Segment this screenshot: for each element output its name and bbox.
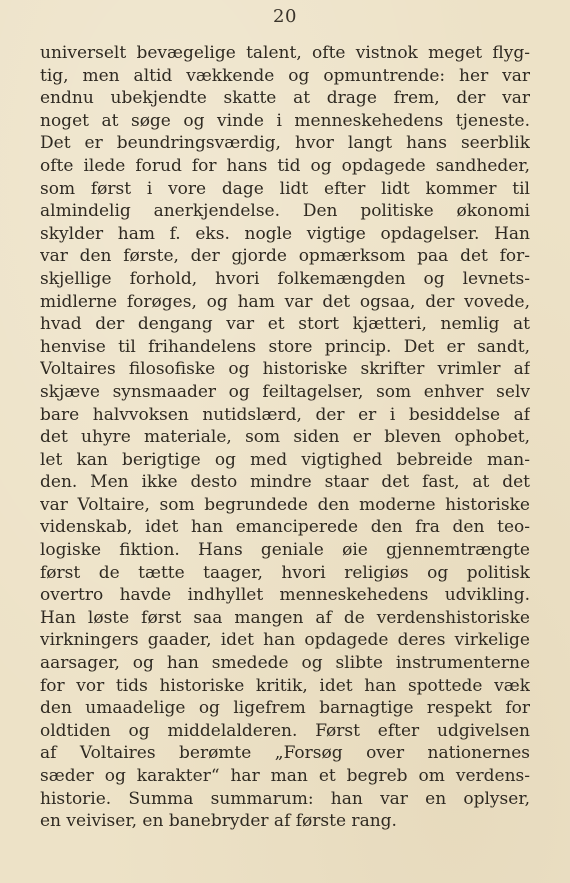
- text-line: skylder ham f. eks. nogle vigtige opdagelser. Han: [40, 223, 530, 244]
- text-line: Han løste først saa mangen af de verdenshistoriske: [40, 607, 530, 628]
- text-line: henvise til frihandelens store princip. Det er sandt,: [40, 336, 530, 357]
- text-line: skjæve synsmaader og feiltagelser, som enhver selv: [40, 381, 530, 402]
- text-line: Voltaires filosofiske og historiske skrifter vrimler af: [40, 359, 530, 380]
- text-line: var Voltaire, som begrundede den moderne historiske: [40, 494, 530, 515]
- text-line: for vor tids historiske kritik, idet han spottede væk: [40, 675, 530, 696]
- body-text: [40, 42, 530, 833]
- text-line: det uhyre materiale, som siden er bleven ophobet,: [40, 427, 530, 448]
- text-line: først de tætte taager, hvori religiøs og politisk: [40, 562, 530, 583]
- text-line: almindelig anerkjendelse. Den politiske økonomi: [40, 201, 530, 222]
- text-line: midlerne forøges, og ham var det ogsaa, der vovede,: [40, 291, 530, 312]
- text-line: virkningers gaader, idet han opdagede deres virkelige: [40, 630, 530, 651]
- text-line: bare halvvoksen nutidslærd, der er i besiddelse af: [40, 404, 530, 425]
- text-line: let kan berigtige og med vigtighed bebreide man-: [40, 449, 530, 470]
- page-number: 20: [273, 6, 297, 27]
- text-line: historie. Summa summarum: han var en oplyser,: [40, 788, 530, 809]
- text-line: oldtiden og middelalderen. Først efter udgivelsen: [40, 720, 530, 741]
- text-line: sæder og karakter“ har man et begreb om verdens-: [40, 766, 530, 786]
- text-line: logiske fiktion. Hans geniale øie gjennemtrængte: [40, 540, 530, 561]
- text-line: tig, men altid vækkende og opmuntrende: her var: [40, 65, 530, 86]
- text-line: den umaadelige og ligefrem barnagtige respekt for: [40, 698, 530, 719]
- text-line: videnskab, idet han emanciperede den fra den teo-: [40, 517, 530, 538]
- text-line: den. Men ikke desto mindre staar det fast, at det: [40, 472, 530, 493]
- text-line: som først i vore dage lidt efter lidt kommer til: [40, 178, 530, 199]
- text-line: overtro havde indhyllet menneskehedens udvikling.: [40, 585, 530, 606]
- text-line: hvad der dengang var et stort kjætteri, nemlig at: [40, 314, 530, 335]
- text-line: en veiviser, en banebryder af første rang.: [40, 811, 397, 832]
- text-line: universelt bevægelige talent, ofte vistnok meget flyg-: [40, 43, 530, 63]
- text-line: noget at søge og vinde i menneskehedens tjeneste.: [40, 110, 530, 131]
- text-line: endnu ubekjendte skatte at drage frem, der var: [40, 88, 530, 109]
- text-line: var den første, der gjorde opmærksom paa det for-: [40, 246, 530, 267]
- text-line: ofte ilede forud for hans tid og opdagede sandheder,: [40, 155, 530, 176]
- text-line: af Voltaires berømte „Forsøg over nationernes: [40, 743, 530, 764]
- text-line: skjellige forhold, hvori folkemængden og levnets-: [40, 268, 530, 289]
- text-line: Det er beundringsværdig, hvor langt hans seerblik: [40, 133, 530, 154]
- text-line: aarsager, og han smedede og slibte instrumenterne: [40, 653, 530, 674]
